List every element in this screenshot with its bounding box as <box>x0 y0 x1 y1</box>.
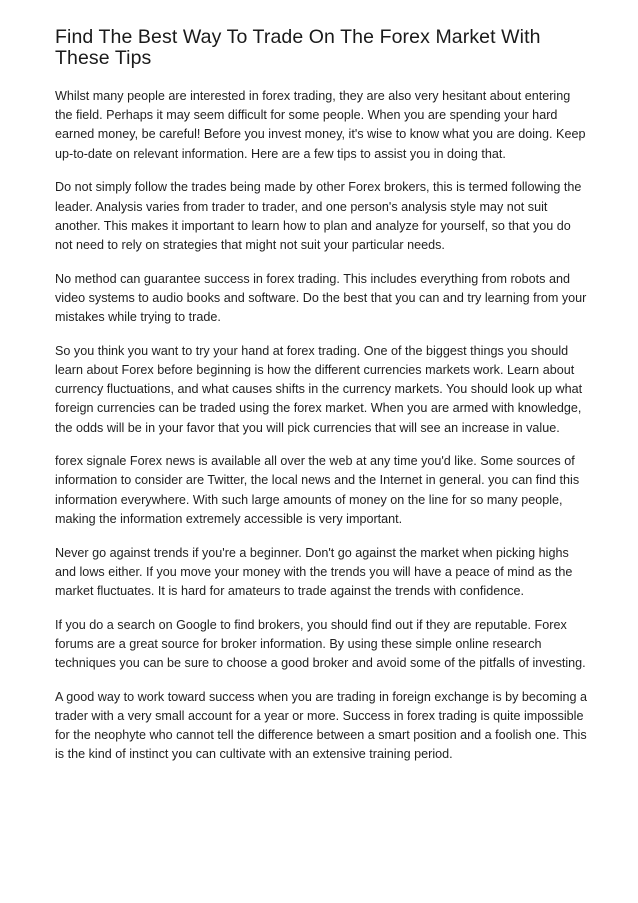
paragraph-5: forex signale Forex news is available all over the web at any time you'd like. Some sources of information to consider are Twitter, the local news and the Internet in general. you can find this information everywhere. With such large amounts of money on the line for so many people, making the information extremely accessible is very important. <box>55 454 580 526</box>
paragraph-2: Do not simply follow the trades being made by other Forex brokers, this is termed following the leader. Analysis varies from trader to trader, and one person's analysis style may not suit another. This makes it important to learn how to plan and analyze for yourself, so that you do not need to rely on strategies that might not suit your particular needs. <box>55 180 582 252</box>
paragraph-3: No method can guarantee success in forex trading. This includes everything from robots and video systems to audio books and software. Do the best that you can and try learning from your mistakes while trying to trade. <box>55 271 587 325</box>
page-title: Find The Best Way To Trade On The Forex Market With These Tips <box>55 26 541 69</box>
paragraph-4: So you think you want to try your hand at forex trading. One of the biggest things you should learn about Forex before beginning is how the different currencies markets work. Learn about currency fluctuations, and what causes shifts in the currency markets. You should look up what foreign currencies can be traded using the forex market. When you are armed with knowledge, the odds will be in your favor that you will pick currencies that will see an increase in value. <box>55 343 583 435</box>
paragraph-1: Whilst many people are interested in forex trading, they are also very hesitant about entering the field. Perhaps it may seem difficult for some people. When you are spending your hard earned money, be careful! Before you invest money, it's wise to know what you are doing. Keep up-to-date on relevant information. Here are a few tips to assist you in doing that. <box>55 89 586 161</box>
paragraph-6: Never go against trends if you're a beginner. Don't go against the market when picking highs and lows either. If you move your money with the trends you will have a peace of mind as the market fluctuates. It is hard for amateurs to trade against the trends with confidence. <box>55 545 573 598</box>
paragraph-8: A good way to work toward success when you are trading in foreign exchange is by becoming a trader with a very small account for a year or more. Success in forex trading is quite impossible for the neophyte who cannot tell the difference between a smart position and a foolish one. This is the kind of instinct you can cultivate with an extensive training period. <box>55 689 588 762</box>
paragraph-7: If you do a search on Google to find brokers, you should find out if they are reputable. Forex forums are a great source for broker information. By using these simple online research techniques you can be sure to choose a good broker and avoid some of the pitfalls of investing. <box>55 617 586 671</box>
